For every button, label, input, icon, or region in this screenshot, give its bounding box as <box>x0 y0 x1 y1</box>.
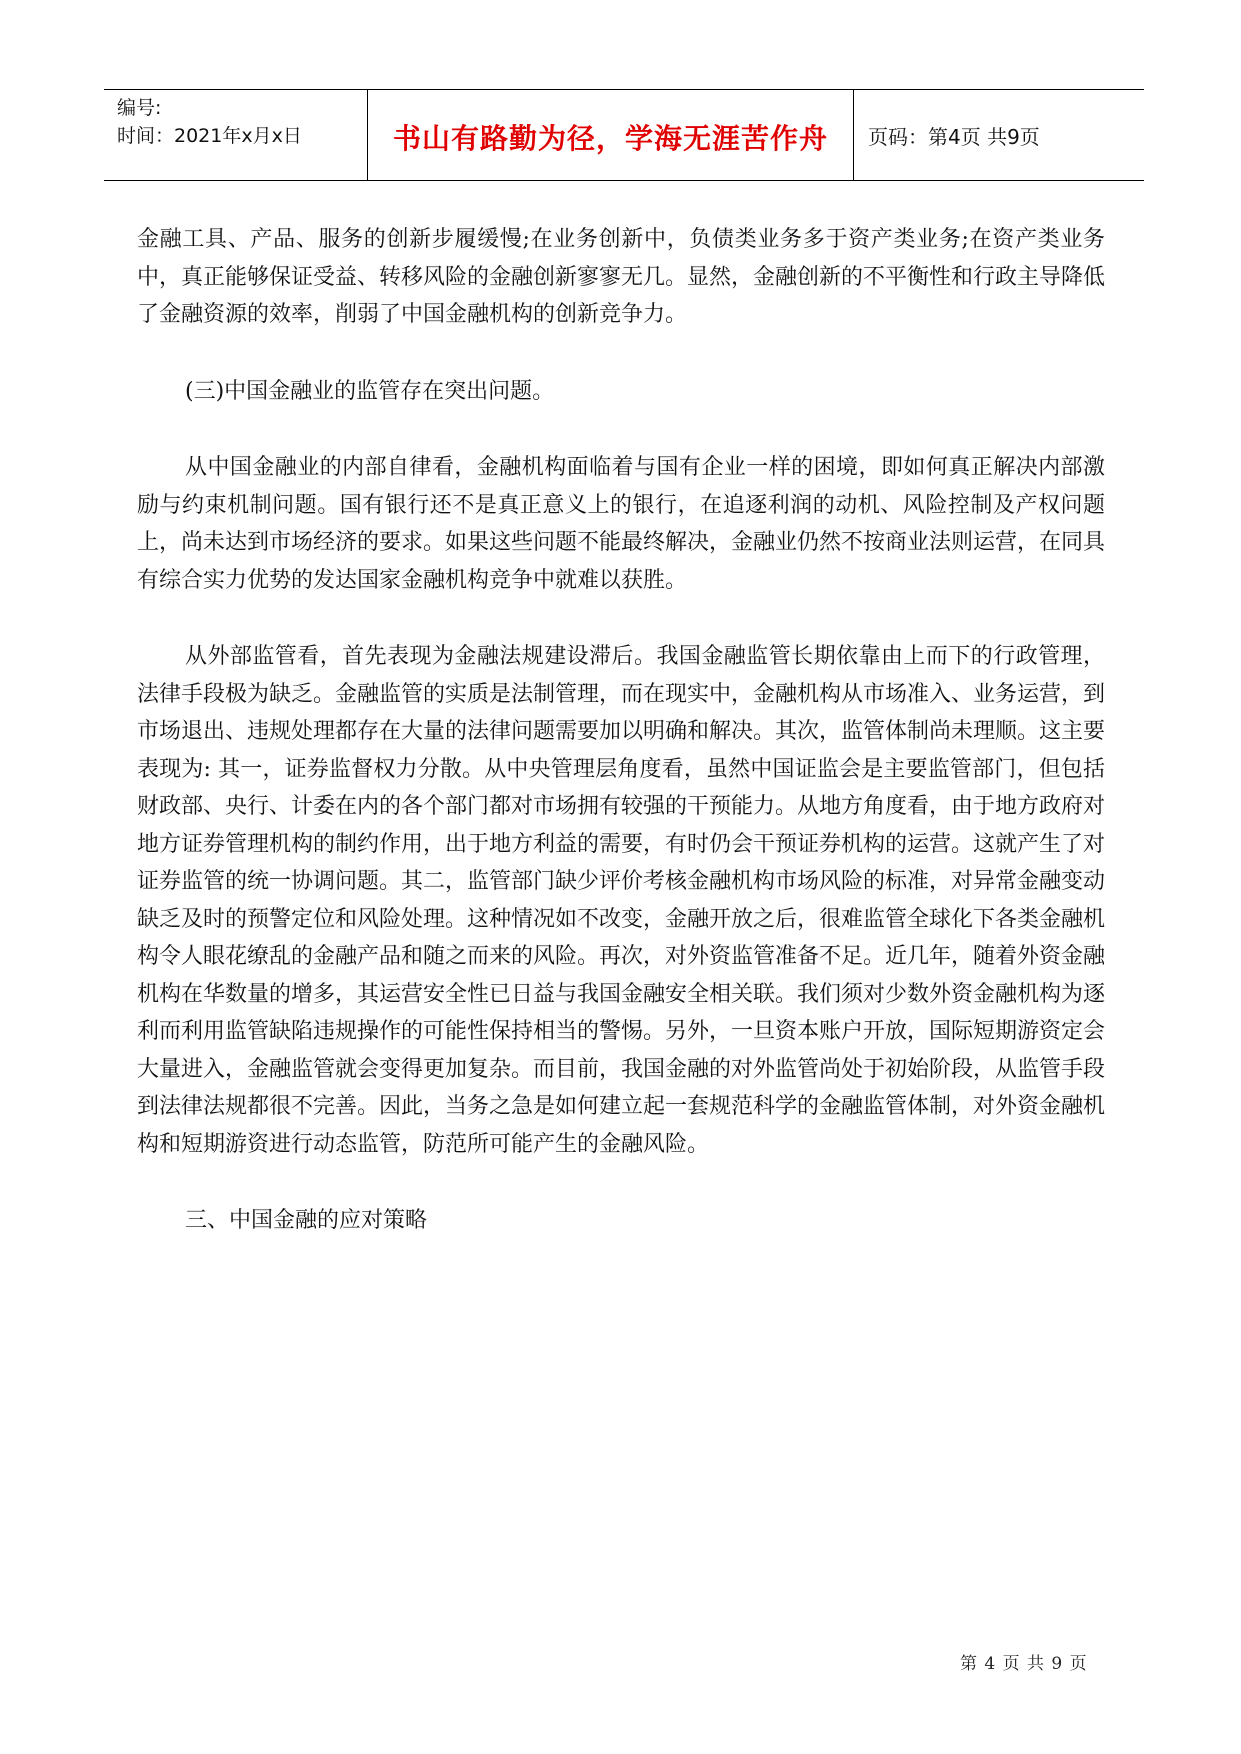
section-heading-strategy: 三、中国金融的应对策略 <box>185 1208 428 1233</box>
header-page-cell <box>854 90 1144 180</box>
page-header <box>104 89 1144 181</box>
document-time-label: 时间：2021年x月x日 <box>117 125 302 147</box>
header-page-label: 页码：第4页 共9页 <box>868 124 1040 149</box>
document-number-label: 编号: <box>117 97 162 119</box>
paragraph-internal-discipline: 从中国金融业的内部自律看，金融机构面临着与国有企业一样的困境，即如何真正解决内部激励与约束机制问题。国有银行还不是真正意义上的银行，在追逐利润的动机、风险控制及产权问题上，尚未达到市场经济的要求。如果这些问题不能最终解决，金融业仍然不按商业法则运营，在同具有综合实力优势的发达国家金融机构竞争中就难以获胜。 <box>137 455 1106 593</box>
document-body <box>137 221 1105 1279</box>
header-motto-cell <box>368 90 854 180</box>
page-footer: 第 4 页 共 9 页 <box>960 1654 1088 1674</box>
header-motto: 书山有路勤为径，学海无涯苦作舟 <box>392 122 828 155</box>
paragraph-continuation: 金融工具、产品、服务的创新步履缓慢;在业务创新中，负债类业务多于资产类业务;在资产类业务中，真正能够保证受益、转移风险的金融创新寥寥无几。显然，金融创新的不平衡性和行政主导降低了金融资源的效率，削弱了中国金融机构的创新竞争力。 <box>137 227 1106 327</box>
section-heading-supervision: (三)中国金融业的监管存在突出问题。 <box>185 378 555 404</box>
header-meta-cell <box>104 90 368 180</box>
paragraph-external-supervision: 从外部监管看，首先表现为金融法规建设滞后。我国金融监管长期依靠由上而下的行政管理，法律手段极为缺乏。金融监管的实质是法制管理，而在现实中，金融机构从市场准入、业务运营，到市场退出、违规处理都存在大量的法律问题需要加以明确和解决。其次，监管体制尚未理顺。这主要表现为: 其一，证券监督权力分散。从中央管理层角度看，虽然中国证监会是主要监管部门，但包括财政部、央行、计委在内的各个部门都对市场拥有较强的干预能力。从地方角度看，由于地方政府对地方证券管理机构的制约作用，出于地方利益的需要，有时仍会干预证券机构的运营。这就产生了对证券监管的统一协调问题。其二，监管部门缺少评价考核金融机构市场风险的标准，对异常金融变动缺乏及时的预警定位和风险处理。这种情况如不改变，金融开放之后，很难监管全球化下各类金融机构令人眼花缭乱的金融产品和随之而来的风险。再次，对外资监管准备不足。近几年，随着外资金融机构在华数量的增多，其运营安全性已日益与我国金融安全相关联。我们须对少数外资金融机构为逐利而利用监管缺陷违规操作的可能性保持相当的警惕。另外，一旦资本账户开放，国际短期游资定会大量进入，金融监管就会变得更加复杂。而目前，我国金融的对外监管尚处于初始阶段，从监管手段到法律法规都很不完善。因此，当务之急是如何建立起一套规范科学的金融监管体制，对外资金融机构和短期游资进行动态监管，防范所可能产生的金融风险。 <box>137 644 1106 1157</box>
